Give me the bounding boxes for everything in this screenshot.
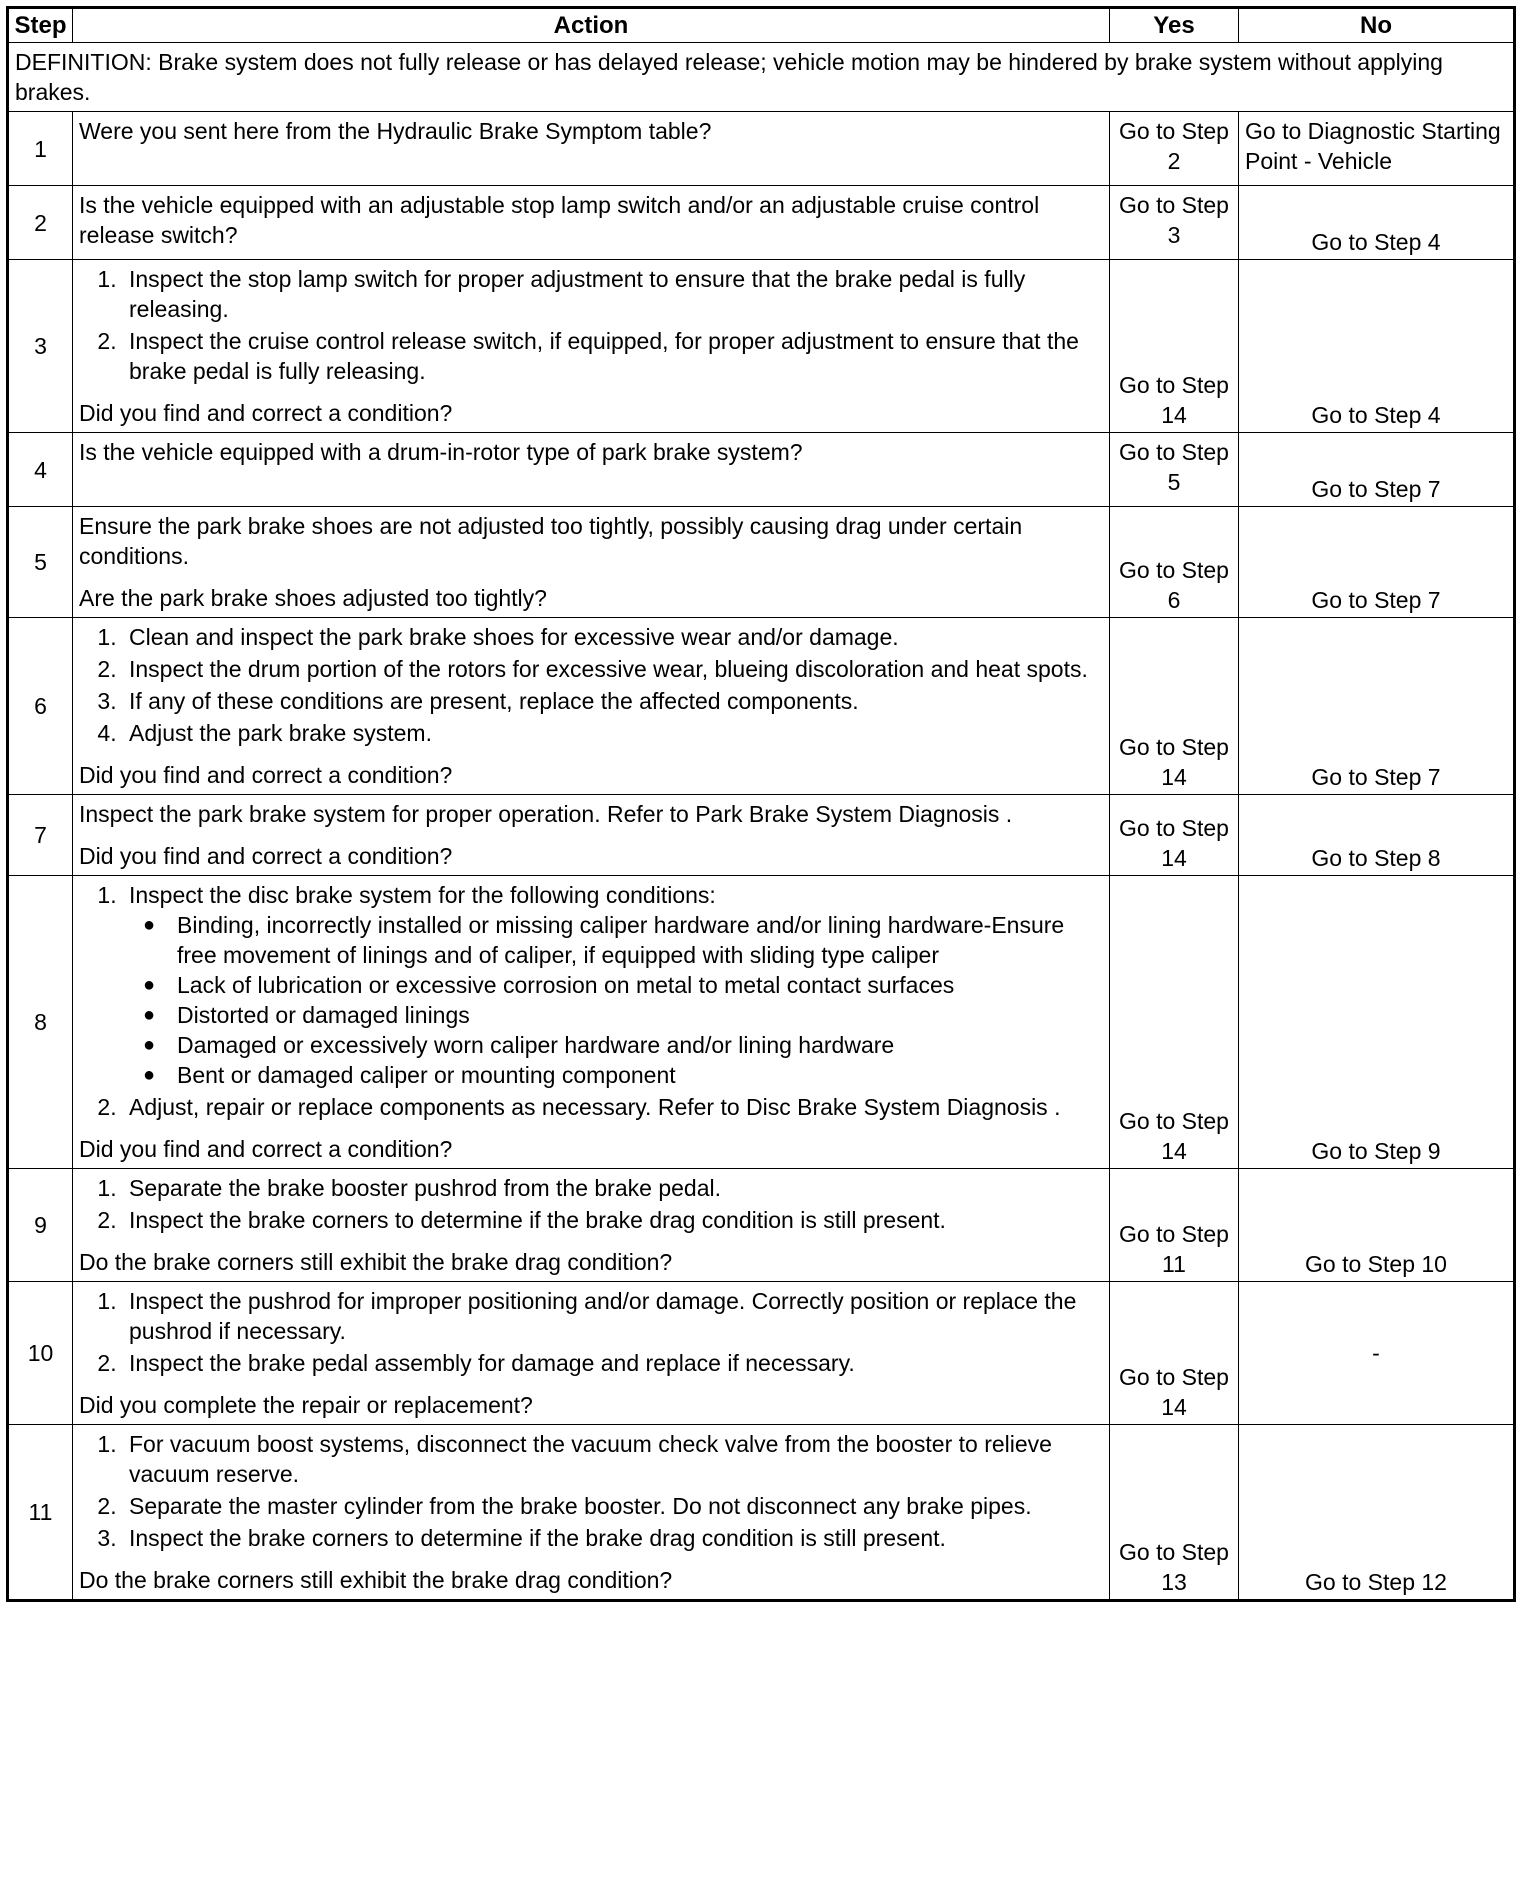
- action-steps-list: [79, 880, 1103, 1122]
- no-cell: Go to Step 8: [1239, 795, 1515, 876]
- bullet-item: ● Binding, incorrectly installed or missing caliper hardware and/or lining hardware-Ensure free movement of linings and of caliper, if equipped with sliding type caliper: [173, 910, 1103, 970]
- list-item: 1. Inspect the pushrod for improper positioning and/or damage. Correctly position or replace the pushrod if necessary.: [123, 1286, 1103, 1346]
- action-cell: [73, 876, 1110, 1169]
- table-row: [8, 260, 1515, 433]
- definition-row: [8, 43, 1515, 112]
- table-row: [8, 112, 1515, 186]
- bullet-item: ● Damaged or excessively worn caliper hardware and/or lining hardware: [173, 1030, 1103, 1060]
- step-number: 8: [8, 876, 73, 1169]
- list-item: 2. Inspect the drum portion of the rotors for excessive wear, blueing discoloration and heat spots.: [123, 654, 1103, 684]
- step-number: 5: [8, 507, 73, 618]
- action-cell: [73, 507, 1110, 618]
- definition-text: DEFINITION: Brake system does not fully release or has delayed release; vehicle motion may be hindered by brake system without applying brakes.: [8, 43, 1515, 112]
- list-item: 3. If any of these conditions are present, replace the affected components.: [123, 686, 1103, 716]
- yes-cell: Go to Step 14: [1110, 795, 1239, 876]
- step-number: 2: [8, 186, 73, 260]
- list-item: 1. Clean and inspect the park brake shoes for excessive wear and/or damage.: [123, 622, 1103, 652]
- no-cell: Go to Step 7: [1239, 618, 1515, 795]
- no-cell: Go to Diagnostic Starting Point - Vehicle: [1239, 112, 1515, 186]
- yes-cell: Go to Step 11: [1110, 1169, 1239, 1282]
- table-row: [8, 1169, 1515, 1282]
- no-cell: Go to Step 4: [1239, 186, 1515, 260]
- yes-cell: Go to Step 6: [1110, 507, 1239, 618]
- table-row: [8, 1282, 1515, 1425]
- table-row: [8, 433, 1515, 507]
- step-number: 10: [8, 1282, 73, 1425]
- list-item: 4. Adjust the park brake system.: [123, 718, 1103, 748]
- table-row: [8, 186, 1515, 260]
- action-steps-list: [79, 622, 1103, 748]
- action-steps-list: [79, 1286, 1103, 1378]
- list-item: 1. Separate the brake booster pushrod from the brake pedal.: [123, 1173, 1103, 1203]
- table-row: [8, 795, 1515, 876]
- header-row: [8, 8, 1515, 43]
- action-cell: [73, 260, 1110, 433]
- header-action: Action: [73, 8, 1110, 43]
- header-yes: Yes: [1110, 8, 1239, 43]
- step-number: 11: [8, 1425, 73, 1601]
- list-item-text: Inspect the disc brake system for the following conditions:: [129, 882, 716, 908]
- condition-bullet-list: [129, 910, 1103, 1090]
- yes-cell: Go to Step 2: [1110, 112, 1239, 186]
- action-cell: [73, 1282, 1110, 1425]
- action-text: Were you sent here from the Hydraulic Brake Symptom table?: [73, 112, 1110, 186]
- action-cell: [73, 1169, 1110, 1282]
- diagnostic-table-container: [6, 6, 1513, 1602]
- list-item: 1. Inspect the stop lamp switch for proper adjustment to ensure that the brake pedal is fully releasing.: [123, 264, 1103, 324]
- no-cell: -: [1239, 1282, 1515, 1425]
- action-text: Is the vehicle equipped with an adjustable stop lamp switch and/or an adjustable cruise control release switch?: [73, 186, 1110, 260]
- bullet-item: ● Distorted or damaged linings: [173, 1000, 1103, 1030]
- question-text: Did you complete the repair or replacement?: [79, 1392, 533, 1418]
- no-cell: Go to Step 9: [1239, 876, 1515, 1169]
- list-item: 2. Inspect the brake corners to determine if the brake drag condition is still present.: [123, 1205, 1103, 1235]
- question-text: Did you find and correct a condition?: [79, 843, 453, 869]
- question-text: Are the park brake shoes adjusted too tightly?: [79, 585, 547, 611]
- question-text: Do the brake corners still exhibit the brake drag condition?: [79, 1249, 673, 1275]
- yes-cell: Go to Step 14: [1110, 876, 1239, 1169]
- table-row: [8, 876, 1515, 1169]
- list-item: [123, 880, 1103, 1090]
- header-step: Step: [8, 8, 73, 43]
- list-item: 3. Inspect the brake corners to determine if the brake drag condition is still present.: [123, 1523, 1103, 1553]
- step-number: 7: [8, 795, 73, 876]
- no-cell: Go to Step 12: [1239, 1425, 1515, 1601]
- action-cell: [73, 1425, 1110, 1601]
- action-steps-list: [79, 1173, 1103, 1235]
- no-cell: Go to Step 4: [1239, 260, 1515, 433]
- header-no: No: [1239, 8, 1515, 43]
- list-item: 2. Inspect the brake pedal assembly for damage and replace if necessary.: [123, 1348, 1103, 1378]
- table-row: [8, 618, 1515, 795]
- action-cell: [73, 618, 1110, 795]
- action-cell: [73, 795, 1110, 876]
- list-item: 2. Separate the master cylinder from the brake booster. Do not disconnect any brake pipes.: [123, 1491, 1103, 1521]
- list-item: 1. For vacuum boost systems, disconnect the vacuum check valve from the booster to relieve vacuum reserve.: [123, 1429, 1103, 1489]
- question-text: Did you find and correct a condition?: [79, 762, 453, 788]
- action-text: Is the vehicle equipped with a drum-in-rotor type of park brake system?: [73, 433, 1110, 507]
- bullet-item: ● Lack of lubrication or excessive corrosion on metal to metal contact surfaces: [173, 970, 1103, 1000]
- step-number: 4: [8, 433, 73, 507]
- question-text: Do the brake corners still exhibit the brake drag condition?: [79, 1567, 673, 1593]
- list-item: 2. Adjust, repair or replace components as necessary. Refer to Disc Brake System Diagnosis .: [123, 1092, 1103, 1122]
- no-cell: Go to Step 7: [1239, 433, 1515, 507]
- yes-cell: Go to Step 14: [1110, 260, 1239, 433]
- action-text: Ensure the park brake shoes are not adjusted too tightly, possibly causing drag under certain conditions.: [79, 513, 1023, 569]
- action-steps-list: [79, 1429, 1103, 1553]
- action-text: Inspect the park brake system for proper operation. Refer to Park Brake System Diagnosis .: [79, 801, 1013, 827]
- no-cell: Go to Step 10: [1239, 1169, 1515, 1282]
- yes-cell: Go to Step 5: [1110, 433, 1239, 507]
- bullet-item: ● Bent or damaged caliper or mounting component: [173, 1060, 1103, 1090]
- question-text: Did you find and correct a condition?: [79, 1136, 453, 1162]
- no-cell: Go to Step 7: [1239, 507, 1515, 618]
- step-number: 9: [8, 1169, 73, 1282]
- brake-drag-diagnostic-table: [6, 6, 1516, 1602]
- question-text: Did you find and correct a condition?: [79, 400, 453, 426]
- list-item: 2. Inspect the cruise control release switch, if equipped, for proper adjustment to ensure that the brake pedal is fully releasing.: [123, 326, 1103, 386]
- action-steps-list: [79, 264, 1103, 386]
- table-row: [8, 1425, 1515, 1601]
- yes-cell: Go to Step 3: [1110, 186, 1239, 260]
- step-number: 6: [8, 618, 73, 795]
- yes-cell: Go to Step 14: [1110, 618, 1239, 795]
- yes-cell: Go to Step 13: [1110, 1425, 1239, 1601]
- table-row: [8, 507, 1515, 618]
- step-number: 1: [8, 112, 73, 186]
- yes-cell: Go to Step 14: [1110, 1282, 1239, 1425]
- step-number: 3: [8, 260, 73, 433]
